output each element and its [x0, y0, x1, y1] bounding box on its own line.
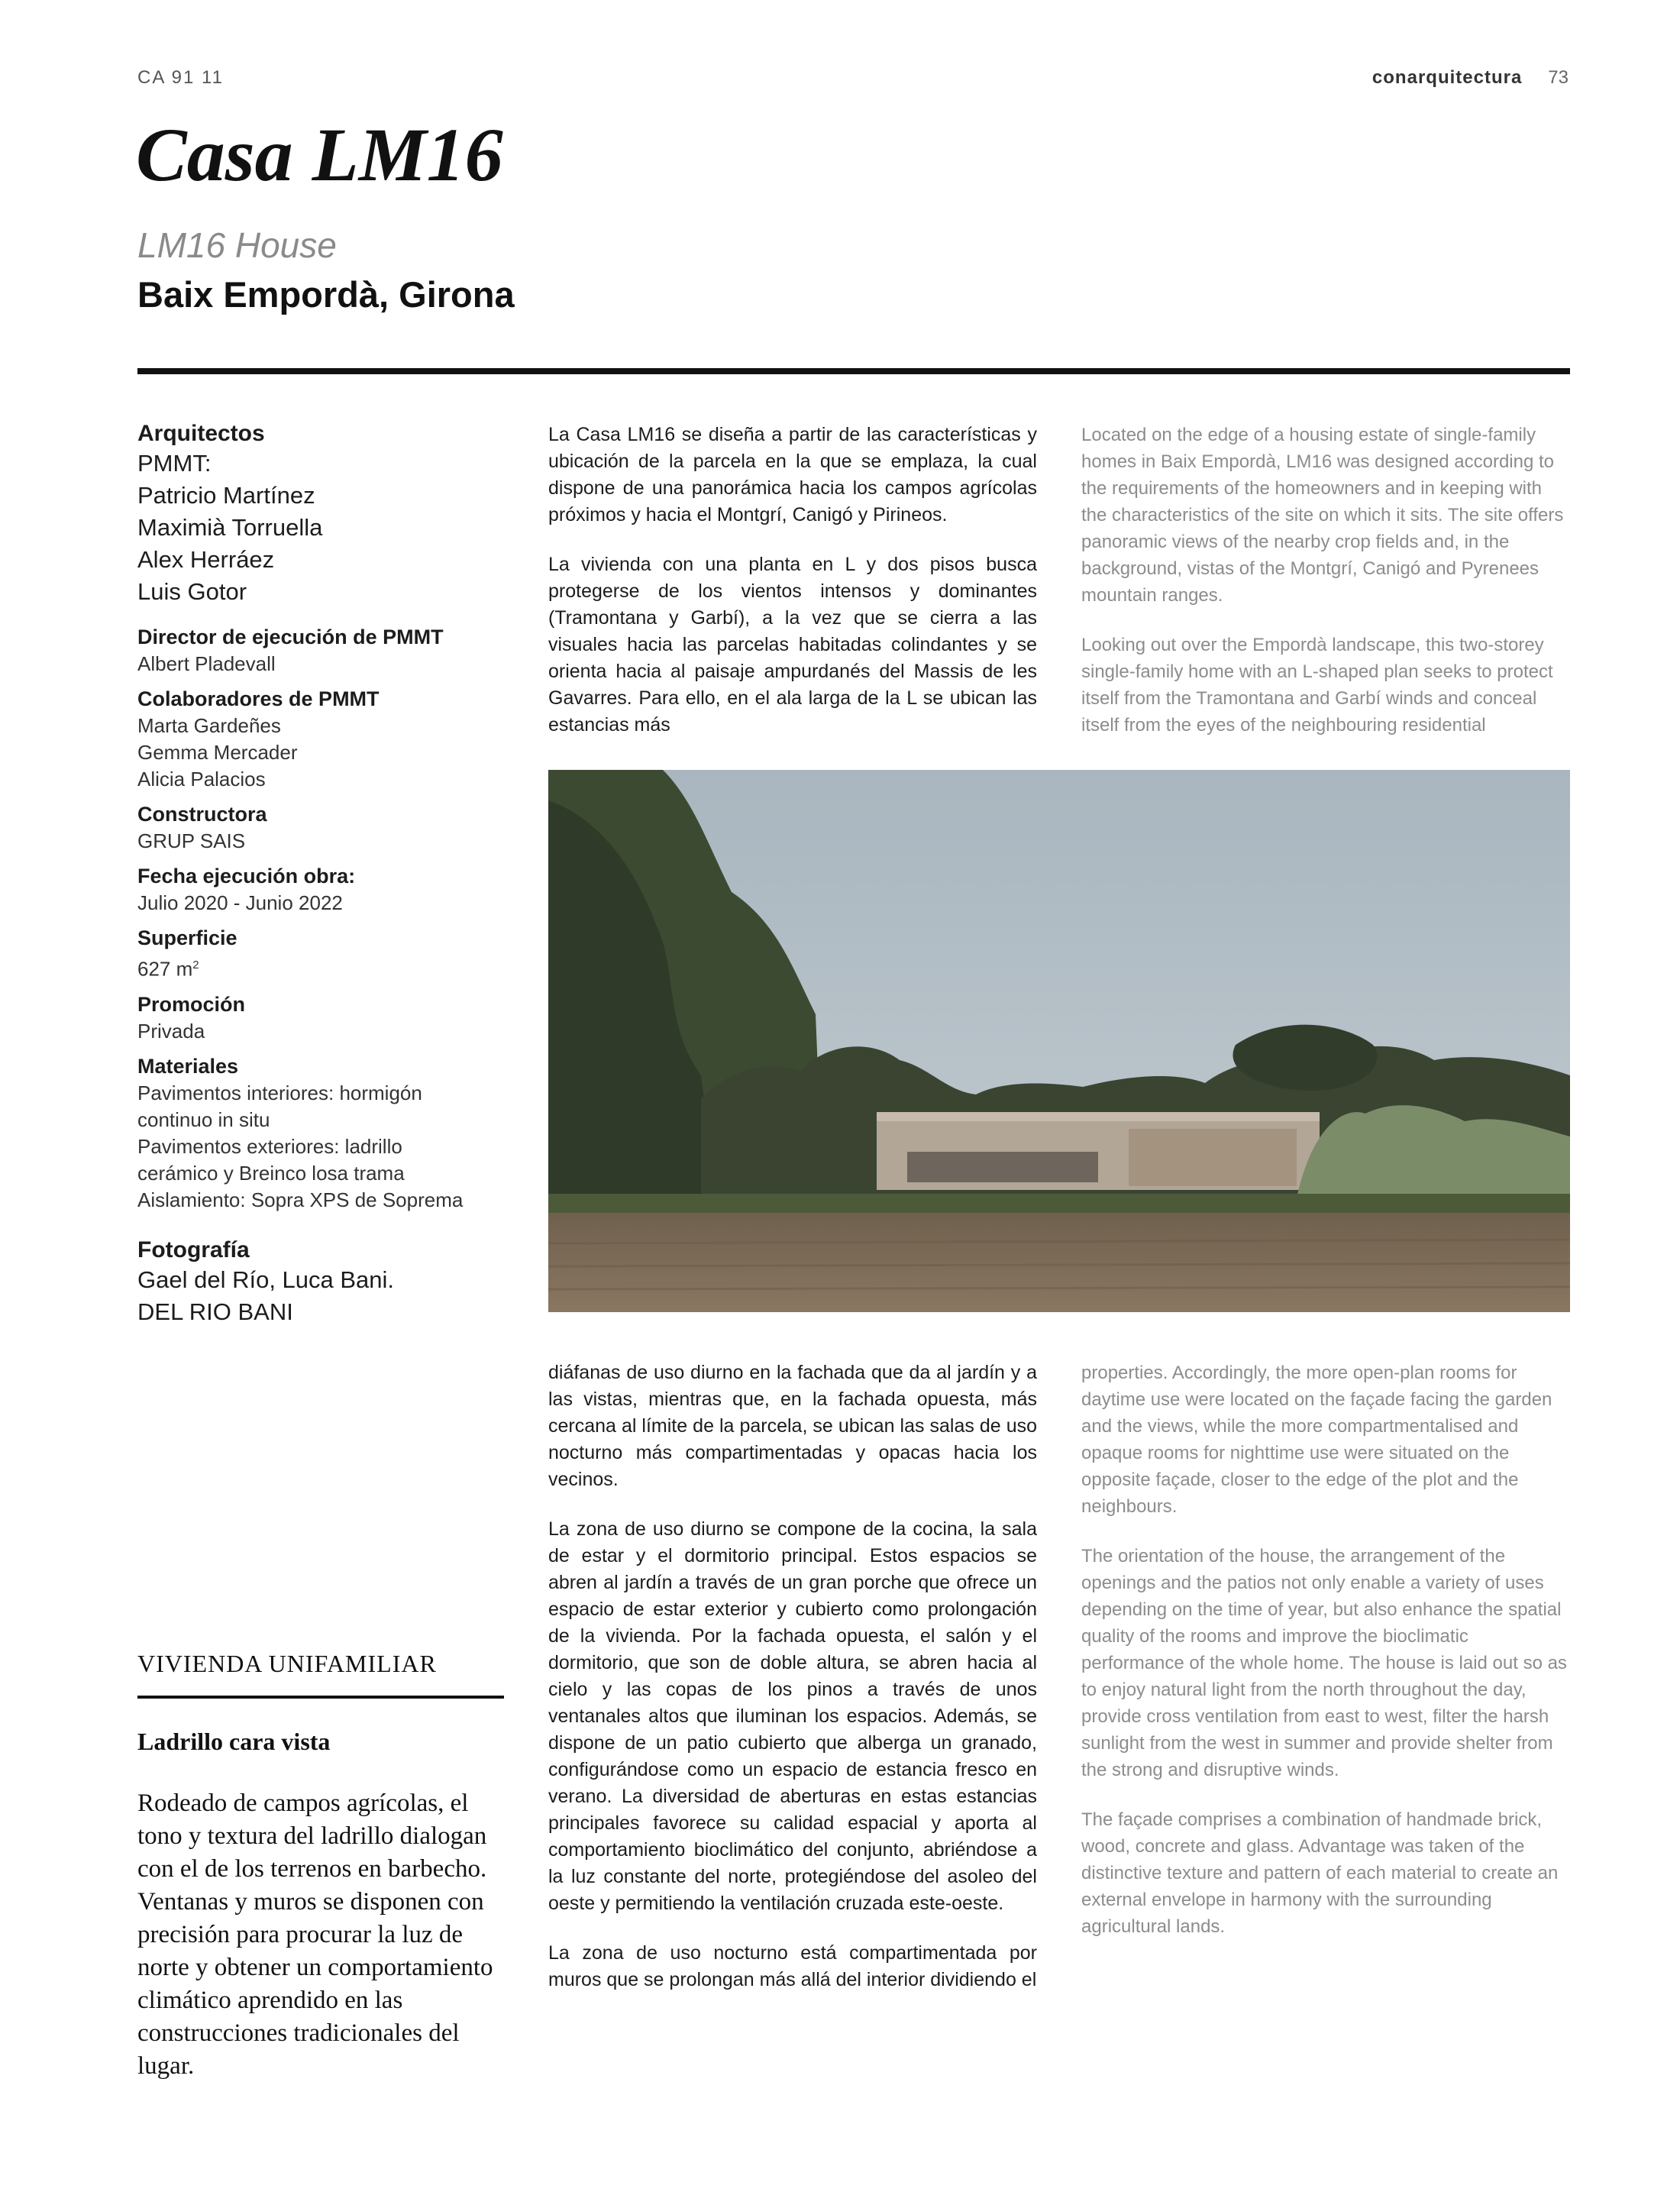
architect-name: Patricio Martínez — [137, 482, 315, 509]
architects-label: Arquitectos — [137, 421, 265, 446]
brand-logo: conarquitectura — [1371, 67, 1523, 88]
credit-label-builder: Constructora — [137, 803, 267, 826]
credit-value-director: Albert Pladevall — [137, 652, 276, 675]
article-title: Casa LM16 — [136, 112, 503, 197]
english-text-bottom — [1081, 1359, 1570, 1963]
credit-label-materials: Materiales — [137, 1054, 239, 1078]
credit-value-area: 627 $m^2$ — [137, 957, 199, 981]
category-divider — [137, 1696, 504, 1699]
title-divider — [137, 368, 1570, 374]
article-subtitle: LM16 House — [137, 225, 337, 265]
issue-number: CA 91 11 — [137, 67, 224, 88]
architect-name: Alex Herráez — [137, 546, 275, 573]
paragraph: properties. Accordingly, the more open-plan rooms for daytime use were located on the façade facing the garden and the views, while the more compartmentalised and opaque rooms for nighttime use were situated on the opposite façade, closer to the edge of the plot and the neighbours. — [1081, 1363, 1552, 1517]
credit-value-promotion: Privada — [137, 1019, 205, 1043]
photographer-studio: DEL RIO BANI — [137, 1298, 293, 1325]
paragraph: The façade comprises a combination of handmade brick, wood, concrete and glass. Advantage was taken of the distinctive texture and pattern of each material to create an external envelope in harmony with the surrounding agricultural lands. — [1081, 1809, 1559, 1937]
photography-label: Fotografía — [137, 1237, 250, 1263]
article-location: Baix Empordà, Girona — [137, 274, 515, 315]
paragraph: The orientation of the house, the arrangement of the openings and the patios not only enable a variety of uses depending on the time of year, but also enhance the spatial quality of the rooms and improve the bioclimatic performance of the whole home. The house is laid out so as to enjoy natural light from the north throughout the day, provide cross ventilation from east to west, filter the harsh sunlight from the west in summer and provide shelter from the strong and disruptive winds. — [1081, 1546, 1567, 1780]
paragraph: diáfanas de uso diurno en la fachada que da al jardín y a las vistas, mientras que, en la fachada opuesta, más cercana al límite de la parcela, se ubican las salas de uso nocturno más compartimentadas y opacas hacia los vecinos. — [548, 1362, 1037, 1490]
credit-label-director: Director de ejecución de PMMT — [137, 626, 444, 648]
credit-label-area: Superficie — [137, 926, 237, 949]
credits-panel — [137, 420, 504, 1328]
photographer-names: Gael del Río, Luca Bani. — [137, 1266, 395, 1293]
credit-value-materials: Pavimentos interiores: hormigón continuo in situ Pavimentos exteriores: ladrillo cerámico y Breinco losa trama Aislamiento: Sopra XPS de Soprema — [137, 1081, 464, 1211]
credit-value-collaborators: Marta Gardeñes Gemma Mercader Alicia Palacios — [137, 714, 298, 790]
credit-label-collaborators: Colaboradores de PMMT — [137, 687, 380, 710]
house-photo — [548, 770, 1570, 1312]
credit-label-dates: Fecha ejecución obra: — [137, 865, 356, 887]
credit-label-promotion: Promoción — [137, 992, 246, 1016]
credit-value-dates: Julio 2020 - Junio 2022 — [137, 891, 343, 914]
magazine-brand — [1372, 67, 1569, 89]
category-label: VIVIENDA UNIFAMILIAR — [137, 1650, 437, 1677]
paragraph: La vivienda con una planta en L y dos pisos busca protegerse de los vientos intensos y dominantes (Tramontana y Garbí), a la vez que se cierra a las visuales hacia las parcelas habitadas colindantes y se orienta hacia al paisaje ampurdanés del Massis de les Gavarres. Para ello, en el ala larga de la L se ubican las estancias más — [548, 554, 1037, 736]
paragraph: La Casa LM16 se diseña a partir de las características y ubicación de la parcela en la que se emplaza, la cual dispone de una panorámica hacia los campos agrícolas próximos y hacia el Montgrí, Canigó y Pirineos. — [548, 424, 1037, 525]
page-number: 73 — [1548, 67, 1569, 88]
material-title: Ladrillo cara vista — [137, 1728, 331, 1755]
architect-name: Luis Gotor — [137, 578, 247, 605]
paragraph: La zona de uso nocturno está compartimentada por muros que se prolongan más allá del interior dividiendo el — [548, 1942, 1037, 1990]
spanish-text-top — [548, 422, 1037, 761]
paragraph: La zona de uso diurno se compone de la cocina, la sala de estar y el dormitorio principal. Estos espacios se abren al jardín a través de un gran porche que ofrece un espacio de estar exterior y cubierto como prolongación de la vivienda. Por la fachada opuesta, el salón y el dormitorio, que son de doble altura, se abren hacia al cielo y las copas de los pinos a través de unos ventanales altos que iluminan los espacios. Además, se dispone de un patio cubierto que alberga un granado, configurándose como un espacio de estancia fresco en verano. La diversidad de aberturas en estas estancias principales favorece su calidad espacial y aporta al comportamiento bioclimático del conjunto, abriéndose a la luz constante del norte, protegiéndose del asoleo del oeste y permitiendo la ventilación cruzada este-oeste. — [548, 1518, 1037, 1914]
architect-firm: PMMT: — [137, 450, 212, 477]
architect-name: Maximià Torruella — [137, 514, 323, 541]
paragraph: Looking out over the Empordà landscape, this two-storey single-family home with an L-shaped plan seeks to protect itself from the Tramontana and Garbí winds and conceal itself from the eyes of the neighbouring residential — [1081, 635, 1553, 736]
material-description: Rodeado de campos agrícolas, el tono y textura del ladrillo dialogan con el de los terrenos en barbecho. Ventanas y muros se disponen con precisión para procurar la luz de norte y obtener un comportamiento climático aprendido en las construcciones tradicionales del lugar. — [137, 1789, 493, 2080]
credit-value-builder: GRUP SAIS — [137, 829, 246, 852]
spanish-text-bottom — [548, 1359, 1037, 2016]
paragraph: Located on the edge of a housing estate of single-family homes in Baix Empordà, LM16 was designed according to the requirements of the homeowners and in keeping with the characteristics of the site on which it sits. The site offers panoramic views of the nearby crop fields and, in the background, vistas of the Montgrí, Canigó and Pyrenees mountain ranges. — [1081, 425, 1564, 606]
english-text-top — [1081, 422, 1570, 761]
